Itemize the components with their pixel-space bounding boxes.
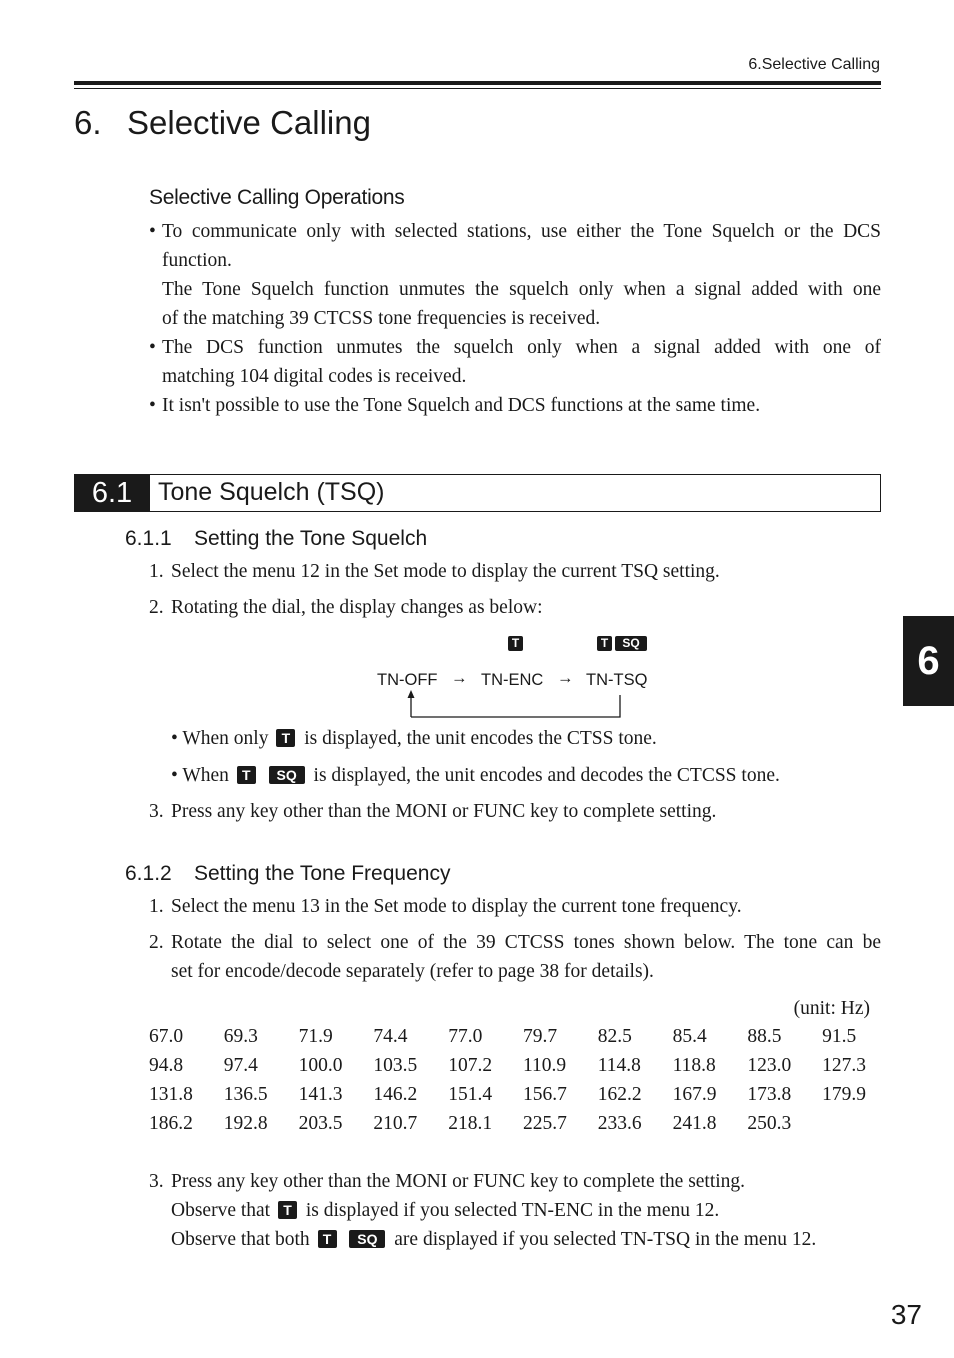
- chapter-side-tab: 6: [903, 616, 954, 706]
- t-indicator-icon: T: [276, 729, 295, 747]
- tone-cell: 162.2: [597, 1084, 642, 1105]
- t-indicator-icon: T: [597, 636, 612, 651]
- tone-cell: 74.4: [373, 1026, 408, 1047]
- tone-cell: 241.8: [672, 1113, 717, 1134]
- subsection-number: 6.1.2: [125, 862, 172, 885]
- step-number: 3.: [149, 801, 164, 822]
- text-line: When: [182, 765, 229, 786]
- section-number: 6.1: [74, 474, 150, 512]
- operations-bullets: [149, 217, 881, 420]
- arrow-right-icon: →: [557, 669, 574, 687]
- t-indicator-icon: T: [278, 1201, 297, 1219]
- operations-bullet-3: [149, 391, 881, 420]
- bullet-dot: •: [171, 728, 178, 749]
- header-rule-thin: [74, 88, 881, 89]
- step-text-line-3: [149, 1225, 881, 1254]
- tone-cell: 250.3: [747, 1113, 792, 1134]
- step-text: Select the menu 12 in the Set mode to display the current TSQ setting.: [171, 561, 720, 582]
- tone-cell: 67.0: [149, 1026, 184, 1047]
- bullet-dot: •: [149, 337, 156, 358]
- tone-cell: [822, 1109, 897, 1138]
- page-number: 37: [890, 1299, 922, 1330]
- table-row: [149, 1051, 897, 1080]
- tone-cell: 131.8: [149, 1084, 193, 1105]
- tsq-bullet-1: [171, 724, 657, 753]
- subsection-number: 6.1.1: [125, 527, 172, 550]
- tone-cell: 156.7: [522, 1084, 567, 1105]
- table-row: [149, 1080, 897, 1109]
- tone-cell: 225.7: [522, 1113, 567, 1134]
- state-tn-off: TN-OFF: [377, 671, 438, 689]
- text-line: function.: [162, 250, 232, 271]
- t-indicator-icon: T: [318, 1230, 337, 1248]
- text-line: are displayed if you selected TN-TSQ in the menu 12.: [394, 1229, 817, 1250]
- chapter-title: [74, 104, 371, 142]
- tone-cell: 77.0: [448, 1026, 483, 1047]
- t-indicator-icon: T: [508, 636, 523, 651]
- chapter-title-text: Selective Calling: [127, 104, 371, 141]
- tone-cell: 100.0: [298, 1055, 343, 1076]
- tone-cell: 71.9: [298, 1026, 333, 1047]
- subsection-title: Setting the Tone Frequency: [194, 862, 451, 885]
- text-line: Observe that: [171, 1200, 271, 1221]
- freq-step-2: [149, 928, 881, 986]
- tone-cell: 97.4: [223, 1055, 258, 1076]
- operations-bullet-1: [149, 217, 881, 333]
- tone-cell: 69.3: [223, 1026, 258, 1047]
- t-indicator-icon: T: [237, 766, 256, 784]
- text-line: The Tone Squelch function unmutes the squelch only when a signal added with one: [162, 279, 881, 300]
- sq-indicator-icon: SQ: [349, 1230, 385, 1248]
- operations-bullet-2: [149, 333, 881, 391]
- tone-cell: 123.0: [747, 1055, 792, 1076]
- subsection-heading-1: [125, 527, 427, 551]
- unit-label: (unit: Hz): [793, 998, 870, 1019]
- tone-cell: 88.5: [747, 1026, 782, 1047]
- tone-cell: 79.7: [522, 1026, 558, 1047]
- text-line: It isn't possible to use the Tone Squelch and DCS functions at the same time.: [162, 395, 761, 416]
- tone-cell: 110.9: [522, 1055, 567, 1076]
- arrow-right-icon: →: [451, 669, 468, 687]
- state-tn-tsq: TN-TSQ: [586, 671, 648, 689]
- tone-cell: 85.4: [672, 1026, 707, 1047]
- tone-cell: 91.5: [822, 1026, 857, 1047]
- text-line: is displayed, the unit encodes and decodes the CTCSS tone.: [313, 765, 780, 786]
- step-text: Press any key other than the MONI or FUNC key to complete setting.: [171, 801, 717, 822]
- tone-cell: 151.4: [448, 1084, 493, 1105]
- text-line: To communicate only with selected stations, use either the Tone Squelch or the DCS: [162, 221, 881, 242]
- tsq-bullet-2: [171, 761, 780, 790]
- step-number: 3.: [149, 1171, 164, 1192]
- text-line: is displayed if you selected TN-ENC in the menu 12.: [305, 1200, 720, 1221]
- step-number: 1.: [149, 896, 164, 917]
- tone-cell: 114.8: [597, 1055, 641, 1076]
- operations-heading: Selective Calling Operations: [149, 186, 405, 209]
- step-text: Select the menu 13 in the Set mode to display the current tone frequency.: [171, 896, 742, 917]
- sq-indicator-icon: SQ: [269, 766, 305, 784]
- table-row: [149, 1109, 897, 1138]
- table-row: [149, 1022, 897, 1051]
- bullet-dot: •: [171, 765, 178, 786]
- ctcss-tone-table: [149, 1022, 897, 1138]
- tone-cell: 118.8: [672, 1055, 716, 1076]
- tsq-step-1: [149, 557, 881, 586]
- chapter-number: 6.: [74, 104, 102, 141]
- tone-cell: 167.9: [672, 1084, 717, 1105]
- tone-cell: 218.1: [448, 1113, 493, 1134]
- text-line: When only: [182, 728, 269, 749]
- sq-indicator-icon: SQ: [615, 636, 647, 651]
- freq-step-1: [149, 892, 881, 921]
- tone-cell: 107.2: [448, 1055, 493, 1076]
- tone-cell: 82.5: [597, 1026, 632, 1047]
- step-text: set for encode/decode separately (refer to page 38 for details).: [171, 961, 654, 982]
- tone-cell: 179.9: [822, 1084, 867, 1105]
- text-line: of the matching 39 CTCSS tone frequencies is received.: [162, 308, 601, 329]
- step-number: 2.: [149, 932, 164, 953]
- tsq-step-2: [149, 593, 881, 622]
- bullet-dot: •: [149, 221, 156, 242]
- tone-cell: 233.6: [597, 1113, 642, 1134]
- tone-cell: 136.5: [223, 1084, 268, 1105]
- section-title: Tone Squelch (TSQ): [158, 478, 385, 506]
- tone-cell: 192.8: [223, 1113, 268, 1134]
- tone-cell: 173.8: [747, 1084, 792, 1105]
- text-line: is displayed, the unit encodes the CTSS tone.: [304, 728, 657, 749]
- subsection-title: Setting the Tone Squelch: [194, 527, 428, 550]
- step-text-line-2: [149, 1196, 881, 1225]
- step-number: 1.: [149, 561, 164, 582]
- tone-cell: 146.2: [373, 1084, 418, 1105]
- tsq-step-3: [149, 797, 881, 826]
- subsection-heading-2: [125, 862, 450, 886]
- tone-cell: 203.5: [298, 1113, 343, 1134]
- step-text: Press any key other than the MONI or FUNC key to complete the setting.: [171, 1171, 746, 1192]
- tone-cell: 94.8: [149, 1055, 184, 1076]
- tone-cell: 103.5: [373, 1055, 418, 1076]
- bullet-dot: •: [149, 395, 156, 416]
- cycle-return-arrow: [400, 690, 630, 722]
- freq-step-3: [149, 1167, 881, 1254]
- step-text: Rotate the dial to select one of the 39 CTCSS tones shown below. The tone can be: [171, 932, 881, 953]
- tone-cell: 186.2: [149, 1113, 193, 1134]
- text-line: The DCS function unmutes the squelch only when a signal added with one of: [162, 337, 881, 358]
- tone-cell: 210.7: [373, 1113, 418, 1134]
- tone-cell: 141.3: [298, 1084, 343, 1105]
- tone-cell: 127.3: [822, 1055, 867, 1076]
- running-header: 6.Selective Calling: [748, 56, 880, 73]
- text-line: matching 104 digital codes is received.: [162, 366, 467, 387]
- text-line: Observe that both: [171, 1229, 310, 1250]
- state-tn-enc: TN-ENC: [481, 671, 544, 689]
- header-rule-thick: [74, 81, 881, 85]
- step-number: 2.: [149, 597, 164, 618]
- step-text: Rotating the dial, the display changes as below:: [171, 597, 543, 618]
